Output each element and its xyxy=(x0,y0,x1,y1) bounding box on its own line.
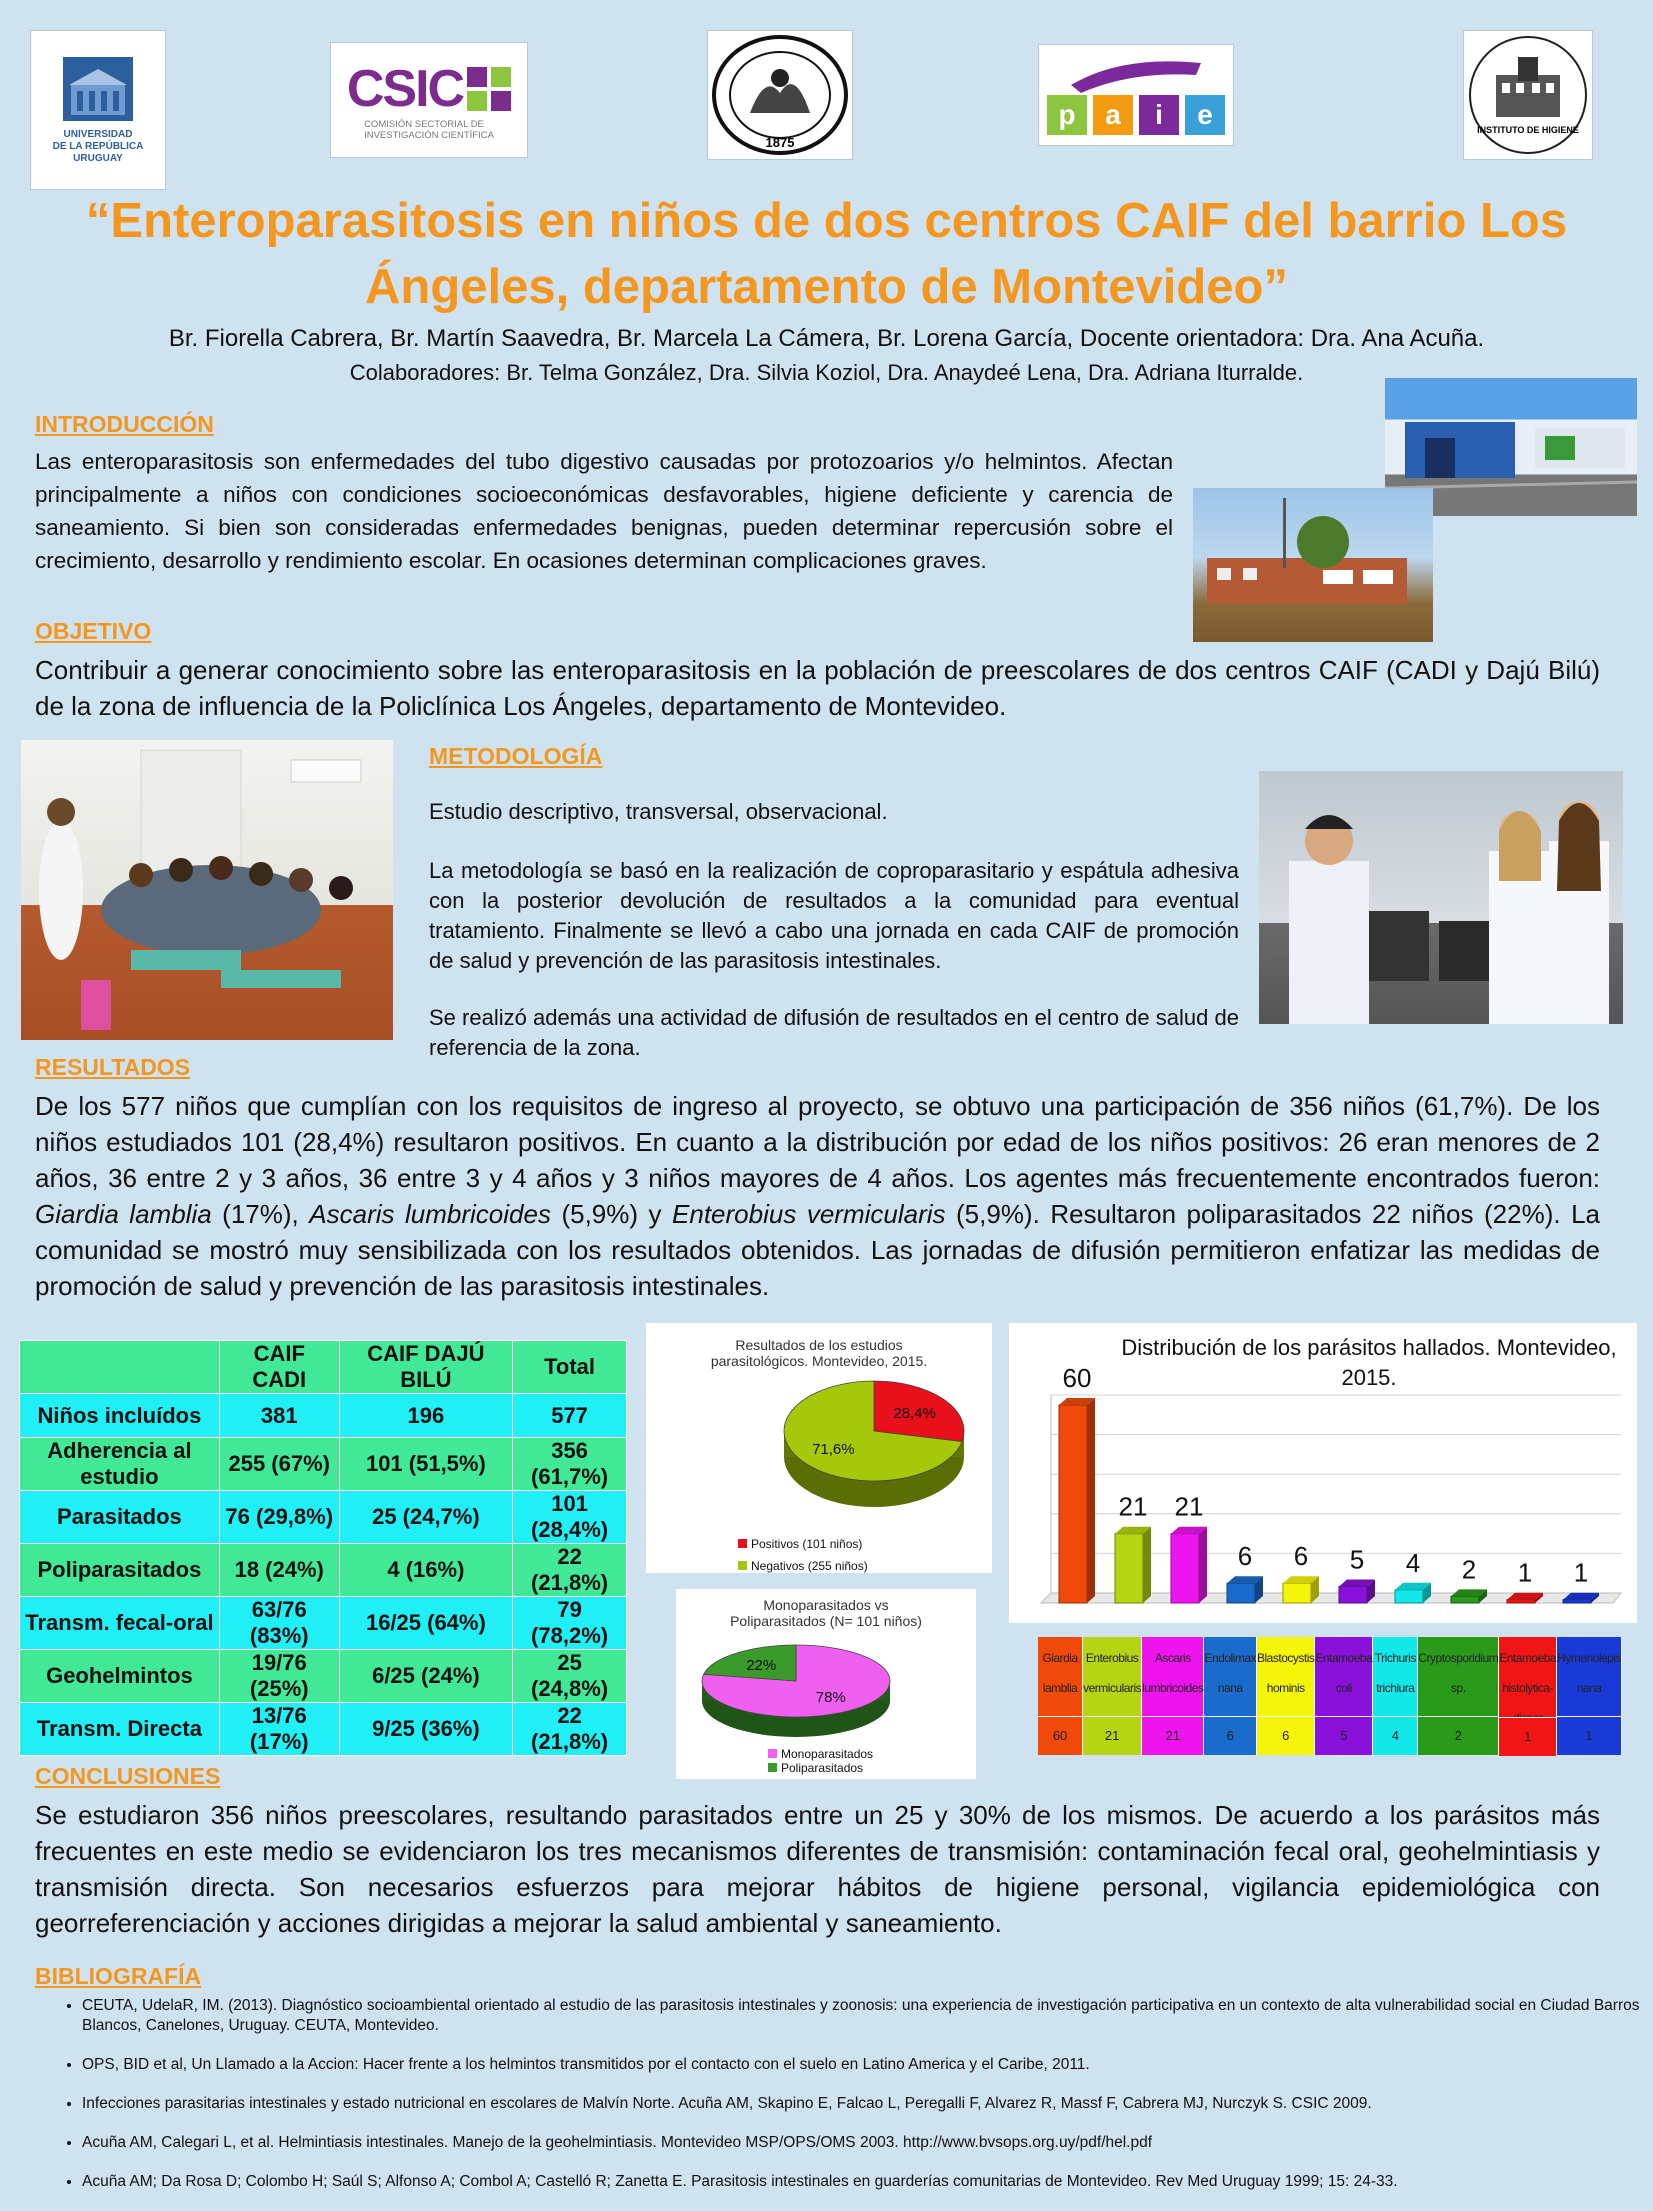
table-cell: 255 (67%) xyxy=(219,1438,339,1491)
bar-legend-name-line: nana xyxy=(1576,1681,1602,1695)
objective-text: Contribuir a generar conocimiento sobre las enteroparasitosis en la población de preescolares de dos centros CAIF (CADI y Dajú Bilú) de la zona de influencia de la Policlínica Los Ángeles, departamento de Montevideo. xyxy=(35,655,1600,721)
bar-legend-column xyxy=(1204,1637,1257,1755)
bar-legend-name-line: Hymenolepis xyxy=(1557,1651,1622,1665)
table-cell: 22 (21,8%) xyxy=(513,1703,627,1756)
pie2-data-label-0: 78% xyxy=(815,1689,846,1707)
conclusions-text: Se estudiaron 356 niños preescolares, resultando parasitados entre un 25 y 30% de los mismos. De acuerdo a los parásitos más frecuentes en este medio se evidenciaron los tres mecanismos diferentes de transmisión: contaminación fecal oral, geohelmintiasis y transmisión directa. Son necesarios esfuerzos para mejorar hábitos de higiene personal, vigilancia epidemiológica con georreferenciación y acciones dirigidas a mejorar la salud ambiental y saneamiento. xyxy=(35,1800,1600,1938)
bar-legend-column xyxy=(1373,1637,1418,1755)
bar-legend-name-line: sp. xyxy=(1451,1681,1466,1695)
table-header-cell xyxy=(20,1341,220,1394)
udelar-line-3: URUGUAY xyxy=(73,153,123,164)
bar-2 xyxy=(1171,1534,1199,1603)
table-cell: 76 (29,8%) xyxy=(219,1491,339,1544)
table-cell: Parasitados xyxy=(20,1491,220,1544)
bar-legend-value: 21 xyxy=(1083,1716,1141,1755)
bar-3 xyxy=(1227,1583,1255,1603)
bar-chart-parasites xyxy=(1009,1323,1637,1623)
university-building-icon xyxy=(61,55,135,123)
table-header-cell: CAIF DAJÚ BILÚ xyxy=(339,1341,513,1394)
bar-legend-column xyxy=(1557,1637,1622,1755)
bar-legend-value: 1 xyxy=(1557,1716,1621,1755)
table-cell: Transm. fecal-oral xyxy=(20,1597,220,1650)
collaborators-line: Colaboradores: Br. Telma González, Dra. Silvia Koziol, Dra. Anaydeé Lena, Dra. Adriana Iturralde. xyxy=(349,360,1304,385)
csic-logo xyxy=(330,42,528,158)
pie1-legend-item xyxy=(738,1555,868,1577)
bar-legend-name-line: Cryptosporidium xyxy=(1418,1651,1499,1665)
species-ascaris: Ascaris lumbricoides xyxy=(309,1199,551,1229)
table-row xyxy=(20,1650,627,1703)
pie1-legend-item xyxy=(738,1533,868,1555)
bar-data-label-4: 6 xyxy=(1293,1541,1309,1572)
table-row xyxy=(20,1703,627,1756)
table-cell: 4 (16%) xyxy=(339,1544,513,1597)
udelar-line-2: DE LA REPÚBLICA xyxy=(52,141,144,152)
pie2-legend-swatch-1 xyxy=(768,1763,777,1772)
caif-brick-building-photo xyxy=(1193,488,1433,642)
pie2-legend-label-1: Poliparasitados xyxy=(781,1761,864,1775)
poster-title: “Enteroparasitosis en niños de dos centros CAIF del barrio Los Ángeles, departamento de Montevideo” xyxy=(85,194,1568,314)
table-cell: 577 xyxy=(513,1394,627,1438)
table-row xyxy=(20,1597,627,1650)
bar-legend-name xyxy=(1142,1637,1203,1716)
table-cell: 381 xyxy=(219,1394,339,1438)
bar-legend-value: 21 xyxy=(1142,1716,1203,1755)
bar-legend-name-line: Endolimax xyxy=(1204,1651,1257,1665)
pie-chart-mono-poli xyxy=(676,1589,976,1779)
bar-legend-name-line: lamblia xyxy=(1042,1681,1078,1695)
pie1-data-label-0: 28,4% xyxy=(893,1404,936,1422)
bar-legend-name xyxy=(1418,1637,1498,1716)
table-cell: 196 xyxy=(339,1394,513,1438)
bar-8 xyxy=(1507,1600,1535,1603)
bar-data-label-8: 1 xyxy=(1517,1557,1533,1588)
results-text-part-1: De los 577 niños que cumplían con los requisitos de ingreso al proyecto, se obtuvo una participación de 356 niños (61,7%). De los niños estudiados 101 (28,4%) resultaron positivos. En cuanto a la distribución por edad de los niños positivos: 26 eran menores de 2 años, 36 entre 2 y 3 años, 36 entre 3 y 4 años y 3 niños mayores de 4 años. Los agentes más frecuentemente encontrados fueron: xyxy=(35,1091,1600,1193)
bibliography-item: • CEUTA, UdelaR, IM. (2013). Diagnóstico socioambiental orientado al estudio de las parasitosis intestinales y zoonosis: una experiencia de investigación participativa en un contexto de alta vulnerabilidad social en Ciudad Barros Blancos, Canelones, Uruguay. CEUTA, Montevideo. xyxy=(82,1996,1642,2036)
bar-legend-table xyxy=(1038,1637,1622,1755)
paie-letter-e: e xyxy=(1185,95,1225,135)
bar-legend-value: 1 xyxy=(1499,1717,1556,1756)
pie2-title: Monoparasitados vs Poliparasitados (N= 101 niños) xyxy=(730,1597,922,1629)
authors-line: Br. Fiorella Cabrera, Br. Martín Saavedra, Br. Marcela La Cámera, Br. Lorena García, Docente orientadora: Dra. Ana Acuña. xyxy=(168,325,1485,352)
pie2-svg xyxy=(676,1629,976,1749)
bar-legend-name-line: histolytica- xyxy=(1502,1681,1554,1695)
table-cell: 25 (24,7%) xyxy=(339,1491,513,1544)
bibliography-item: • OPS, BID et al, Un Llamado a la Accion: Hacer frente a los helmintos transmitidos por el contacto con el suelo en Latino America y el Caribe, 2011. xyxy=(82,2055,1642,2075)
bar-7 xyxy=(1451,1596,1479,1603)
bar-legend-column xyxy=(1315,1637,1373,1755)
bar-legend-name xyxy=(1373,1637,1417,1716)
bar-legend-name-line: Ascaris xyxy=(1154,1651,1191,1665)
bar-chart-title: Distribución de los parásitos hallados. Montevideo, 2015. xyxy=(1121,1335,1617,1390)
pie-chart-results xyxy=(646,1323,992,1573)
bibliography-item: • Acuña AM; Da Rosa D; Colombo H; Saúl S; Alfonso A; Combol A; Castelló R; Zanetta E. Parasitosis intestinales en guarderías comunitarias de Montevideo. Rev Med Uruguay 1999; 15: 24-33. xyxy=(82,2172,1642,2192)
bibliography-heading: BIBLIOGRAFÍA xyxy=(35,1963,202,1989)
bar-4 xyxy=(1283,1583,1311,1603)
results-table xyxy=(19,1340,627,1756)
pie2-data-label-1: 22% xyxy=(746,1656,777,1674)
bar-legend-name-line: Entamoeba xyxy=(1499,1651,1557,1665)
community-meeting-photo xyxy=(21,740,393,1040)
species-giardia: Giardia lamblia xyxy=(35,1199,212,1229)
table-cell: 16/25 (64%) xyxy=(339,1597,513,1650)
pie2-legend-label-0: Monoparasitados xyxy=(781,1747,874,1761)
csic-wordmark: CSIC xyxy=(346,60,464,118)
higiene-seal-icon xyxy=(1466,33,1590,157)
bar-side-0 xyxy=(1087,1398,1095,1603)
bar-data-label-7: 2 xyxy=(1461,1554,1477,1585)
facultad-medicina-logo xyxy=(707,30,853,160)
table-cell: 22 (21,8%) xyxy=(513,1544,627,1597)
intro-text: Las enteroparasitosis son enfermedades del tubo digestivo causadas por protozoarios y/o helmintos. Afectan principalmente a niños con condiciones socioeconómicas desfavorables, higiene deficiente y carencia de saneamiento. Si bien son consideradas enfermedades benignas, pueden determinar repercusión sobre el crecimiento, desarrollo y rendimiento escolar. En ocasiones determinan complicaciones graves. xyxy=(35,449,1173,573)
bar-data-label-0: 60 xyxy=(1062,1363,1092,1393)
table-cell: 13/76 (17%) xyxy=(219,1703,339,1756)
table-cell: 63/76 (83%) xyxy=(219,1597,339,1650)
bar-legend-name xyxy=(1083,1637,1141,1716)
bar-legend-column xyxy=(1418,1637,1499,1755)
table-cell: Poliparasitados xyxy=(20,1544,220,1597)
pie1-legend-label-0: Positivos (101 niños) xyxy=(751,1537,863,1551)
table-header-cell: CAIF CADI xyxy=(219,1341,339,1394)
bar-data-label-5: 5 xyxy=(1349,1544,1365,1575)
table-cell: 356 (61,7%) xyxy=(513,1438,627,1491)
bibliography-item: • Acuña AM, Calegari L, et al. Helmintiasis intestinales. Manejo de la geohelmintiasis. Montevideo MSP/OPS/OMS 2003. http://www.bvsops.org.uy/pdf/hel.pdf xyxy=(82,2133,1642,2153)
pie1-data-label-1: 71,6% xyxy=(812,1441,855,1459)
table-cell: 79 (78,2%) xyxy=(513,1597,627,1650)
pie2-legend-item xyxy=(768,1761,873,1775)
bar-legend-column xyxy=(1038,1637,1083,1755)
bar-data-label-9: 1 xyxy=(1573,1557,1589,1588)
bar-legend-value: 4 xyxy=(1373,1716,1417,1755)
bar-legend-name-line: Enterobius xyxy=(1085,1651,1139,1665)
bar-legend-name xyxy=(1038,1637,1082,1716)
table-cell: Adherencia al estudio xyxy=(20,1438,220,1491)
bar-side-2 xyxy=(1199,1527,1207,1603)
table-cell: 6/25 (24%) xyxy=(339,1650,513,1703)
bar-legend-name xyxy=(1257,1637,1314,1716)
csic-caption-2: INVESTIGACIÓN CIENTÍFICA xyxy=(364,130,494,141)
paie-swoosh-icon xyxy=(1061,55,1211,95)
bar-legend-name-line: Entamoeba xyxy=(1315,1651,1373,1665)
results-text-part-2: (17%), xyxy=(211,1199,310,1229)
udelar-logo xyxy=(30,30,166,190)
table-cell: 9/25 (36%) xyxy=(339,1703,513,1756)
methodology-p3: Se realizó además una actividad de difusión de resultados en el centro de salud de referencia de la zona. xyxy=(429,1005,1239,1060)
table-cell: 18 (24%) xyxy=(219,1544,339,1597)
bar-legend-name-line: nana xyxy=(1217,1681,1243,1695)
table-cell: 19/76 (25%) xyxy=(219,1650,339,1703)
bar-side-1 xyxy=(1143,1527,1151,1603)
bar-chart-svg xyxy=(1009,1323,1637,1623)
table-header-row xyxy=(20,1341,627,1394)
bar-legend-name-line: hominis xyxy=(1266,1681,1305,1695)
table-row xyxy=(20,1438,627,1491)
csic-caption-1: COMISIÓN SECTORIAL DE xyxy=(364,119,484,130)
higiene-seal-text: INSTITUTO DE HIGIENE xyxy=(1477,125,1579,135)
medicine-seal-icon xyxy=(710,33,850,157)
bar-data-label-1: 21 xyxy=(1118,1491,1148,1522)
table-cell: 25 (24,8%) xyxy=(513,1650,627,1703)
bar-legend-column xyxy=(1142,1637,1204,1755)
bar-legend-name-line: trichiura xyxy=(1376,1681,1415,1695)
bar-legend-column xyxy=(1499,1637,1557,1755)
bar-6 xyxy=(1395,1590,1423,1603)
paie-letter-p: p xyxy=(1047,95,1087,135)
bar-legend-name xyxy=(1557,1637,1621,1716)
bar-legend-grid xyxy=(1038,1637,1622,1755)
table-cell: 101 (28,4%) xyxy=(513,1491,627,1544)
udelar-line-1: UNIVERSIDAD xyxy=(63,129,133,140)
pie1-svg xyxy=(646,1373,992,1513)
species-enterobius: Enterobius vermicularis xyxy=(672,1199,946,1229)
bar-legend-name xyxy=(1204,1637,1256,1716)
pie1-legend-swatch-0 xyxy=(738,1539,747,1548)
results-heading: RESULTADOS xyxy=(35,1054,191,1080)
results-text-part-3: (5,9%) y xyxy=(550,1199,673,1229)
results-text xyxy=(35,1088,1600,1304)
bar-9 xyxy=(1563,1600,1591,1603)
table-cell: Geohelmintos xyxy=(20,1650,220,1703)
bar-legend-column xyxy=(1257,1637,1315,1755)
bibliography-item: • Infecciones parasitarias intestinales y estado nutricional en escolares de Malvín Norte. Acuña AM, Skapino E, Falcao L, Peregalli F, Alvarez R, Massf F, Cabrera MJ, Nurczyk S. CSIC 2009. xyxy=(82,2094,1642,2114)
bibliography-list xyxy=(35,1996,1642,2211)
methodology-heading: METODOLOGÍA xyxy=(429,743,603,769)
table-row xyxy=(20,1544,627,1597)
bar-data-label-3: 6 xyxy=(1237,1541,1253,1572)
csic-squares-icon xyxy=(467,67,511,111)
bar-legend-column xyxy=(1083,1637,1142,1755)
bar-legend-name-line: Giardia xyxy=(1042,1651,1078,1665)
conclusions-heading: CONCLUSIONES xyxy=(35,1763,221,1789)
bar-legend-name-line: Blastocystis xyxy=(1257,1651,1315,1665)
methodology-p2: La metodología se basó en la realización de coproparasitario y espátula adhesiva con la posterior devolución de resultados a la comunidad para eventual tratamiento. Finalmente se llevó a cabo una jornada en cada CAIF de promoción de salud y prevención de las parasitosis intestinales. xyxy=(429,858,1239,973)
paie-letter-i: i xyxy=(1139,95,1179,135)
table-row xyxy=(20,1491,627,1544)
objective-heading: OBJETIVO xyxy=(35,618,152,644)
bar-legend-value: 2 xyxy=(1418,1716,1498,1755)
table-header-cell: Total xyxy=(513,1341,627,1394)
bar-legend-name-line: coli xyxy=(1335,1681,1352,1695)
paie-logo xyxy=(1038,44,1234,146)
bar-legend-value: 6 xyxy=(1204,1716,1256,1755)
pie2-legend-swatch-0 xyxy=(768,1749,777,1758)
bar-legend-name xyxy=(1315,1637,1372,1716)
bar-legend-name-line: lumbricoides xyxy=(1142,1681,1204,1695)
seal-year: 1875 xyxy=(765,135,795,150)
bar-legend-value: 60 xyxy=(1038,1716,1082,1755)
results-text-part-4: (5,9%). Resultaron poliparasitados 22 niños (22%). La comunidad se mostró muy sensibilizada con los resultados obtenidos. Las jornadas de difusión permitieron enfatizar las medidas de promoción de salud y prevención de las parasitosis intestinales. xyxy=(35,1199,1600,1301)
bar-legend-name xyxy=(1499,1637,1556,1717)
bar-legend-name-line: Trichuris xyxy=(1374,1651,1416,1665)
bar-1 xyxy=(1115,1534,1143,1603)
bar-data-label-6: 4 xyxy=(1405,1547,1421,1578)
table-cell: 101 (51,5%) xyxy=(339,1438,513,1491)
methodology-p1: Estudio descriptivo, transversal, observacional. xyxy=(429,799,888,824)
lab-team-photo xyxy=(1259,771,1623,1024)
bar-legend-name-line: vermicularis xyxy=(1083,1681,1142,1695)
pie1-legend-label-1: Negativos (255 niños) xyxy=(751,1559,868,1573)
pie2-legend-item xyxy=(768,1747,873,1761)
bar-0 xyxy=(1059,1405,1087,1603)
bar-legend-value: 5 xyxy=(1315,1716,1372,1755)
pie1-title: Resultados de los estudios parasitológicos. Montevideo, 2015. xyxy=(710,1337,928,1369)
instituto-higiene-logo xyxy=(1463,30,1593,160)
table-cell: Niños incluídos xyxy=(20,1394,220,1438)
pie1-legend-swatch-1 xyxy=(738,1561,747,1570)
intro-heading: INTRODUCCIÓN xyxy=(35,411,214,437)
table-cell: Transm. Directa xyxy=(20,1703,220,1756)
bar-5 xyxy=(1339,1587,1367,1604)
paie-letter-a: a xyxy=(1093,95,1133,135)
table-row xyxy=(20,1394,627,1438)
bar-legend-value: 6 xyxy=(1257,1716,1314,1755)
bar-data-label-2: 21 xyxy=(1174,1491,1204,1522)
